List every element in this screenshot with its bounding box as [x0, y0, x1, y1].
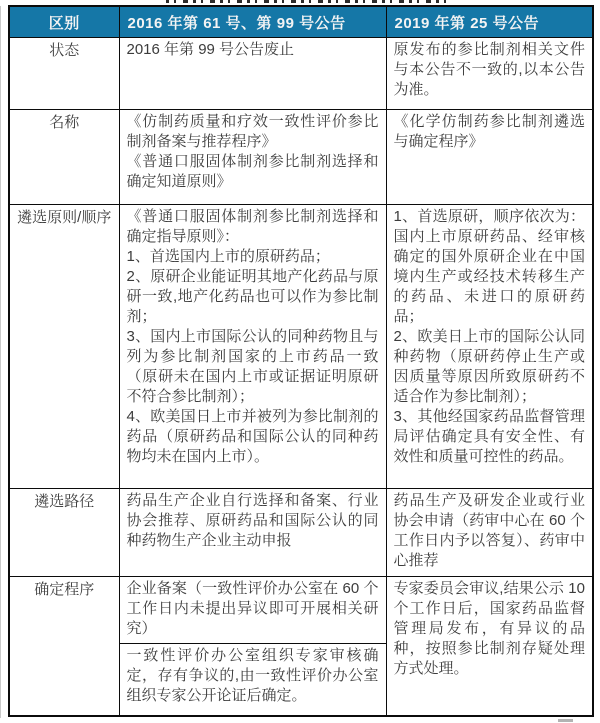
paragraph: 《仿制药质量和疗效一致性评价参比制剂备案与推荐程序》	[126, 113, 379, 150]
cell-block	[387, 38, 593, 104]
paragraph: 企业备案（一致性评价办公室在 60 个工作日内未提出异议即可开展相关研究）	[126, 580, 379, 637]
cell-2016	[119, 110, 386, 205]
cell-2019	[386, 577, 593, 716]
table-row	[9, 205, 593, 489]
row-label: 确定程序	[9, 577, 119, 716]
paragraph: 2、原研企业能证明其地产化药品与原研一致,地产化药品也可以作为参比制剂；	[126, 268, 379, 325]
header-cell-2016: 2016 年第 61 号、第 99 号公告	[119, 6, 386, 38]
cell-2019	[386, 38, 593, 110]
paragraph: 3、其他经国家药品监督管理局评估确定具有安全性、有效性和质量可控性的药品。	[393, 408, 585, 465]
row-label: 状态	[9, 38, 119, 110]
cell-block	[120, 577, 386, 643]
paragraph: 《普通口服固体制剂参比制剂选择和确定指导原则》：	[126, 208, 379, 245]
paragraph: 《普通口服固体制剂参比制剂选择和确定知道原则》	[126, 153, 379, 190]
cell-2016	[119, 577, 386, 716]
cell-block	[120, 38, 386, 64]
cell-2016	[119, 38, 386, 110]
paragraph: 1、首选国内上市的原研药品；	[126, 248, 330, 265]
cell-block	[120, 489, 386, 555]
table-body	[9, 38, 593, 716]
table-row	[9, 38, 593, 110]
row-label: 遴选原则/顺序	[9, 205, 119, 489]
cell-block	[387, 577, 593, 683]
cell-block	[387, 205, 593, 471]
cell-2016	[119, 205, 386, 489]
header-row	[9, 6, 593, 38]
table-row	[9, 577, 593, 716]
row-label: 名称	[9, 110, 119, 205]
paragraph: 1、首选原研，顺序依次为：国内上市原研药品、经审核确定的国外原研企业在中国境内生产或经技术转移生产的药品、未进口的原研药品；	[393, 208, 585, 325]
paragraph: 《化学仿制药参比制剂遴选与确定程序》	[393, 113, 585, 150]
table-header	[9, 6, 593, 38]
paragraph: 3、国内上市国际公认的同种药物且与列为参比制剂国家的上市药品一致（原研未在国内上市或证据证明原研不符合参比制剂）；	[126, 328, 379, 405]
cell-2019	[386, 489, 593, 577]
table-row	[9, 489, 593, 577]
cell-block	[120, 110, 386, 196]
cell-block	[120, 643, 386, 710]
cell-block	[120, 205, 386, 471]
header-cell-2019: 2019 年第 25 号公告	[386, 6, 593, 38]
paragraph: 药品生产及研发企业或行业协会申请（药审中心在 60 个工作日内予以答复）、药审中心推荐	[393, 492, 585, 569]
clipped-title-remnant	[166, 0, 446, 3]
paragraph: 药品生产企业自行选择和备案、行业协会推荐、原研药品和国际公认的同种药物生产企业主动申报	[126, 492, 379, 549]
cell-block	[387, 110, 593, 156]
table-row	[9, 110, 593, 205]
paragraph: 一致性评价办公室组织专家审核确定，存有争议的,由一致性评价办公室组织专家公开论证后确定。	[126, 647, 379, 704]
page-edge-line	[0, 6, 1, 718]
paragraph: 4、欧美国日上市并被列为参比制剂的药品（原研药品和国际公认的同种药物均未在国内上市）。	[126, 408, 379, 465]
row-label: 遴选路径	[9, 489, 119, 577]
cell-2019	[386, 110, 593, 205]
cell-block	[387, 489, 593, 575]
paragraph: 2、欧美日上市的国际公认同种药物（原研药停止生产或因质量等原因所致原研药不适合作为参比制剂）；	[393, 328, 585, 405]
cell-2019	[386, 205, 593, 489]
paragraph: 2016 年第 99 号公告废止	[126, 41, 295, 58]
paragraph: 原发布的参比制剂相关文件与本公告不一致的,以本公告为准。	[393, 41, 585, 98]
header-cell-difference: 区别	[9, 6, 119, 38]
comparison-table	[8, 5, 594, 717]
cell-2016	[119, 489, 386, 577]
corner-artifact	[558, 719, 573, 722]
paragraph: 专家委员会审议,结果公示 10 个工作日后，国家药品监督管理局发布，有异议的品种，按照参比制剂存疑处理方式处理。	[393, 580, 585, 677]
